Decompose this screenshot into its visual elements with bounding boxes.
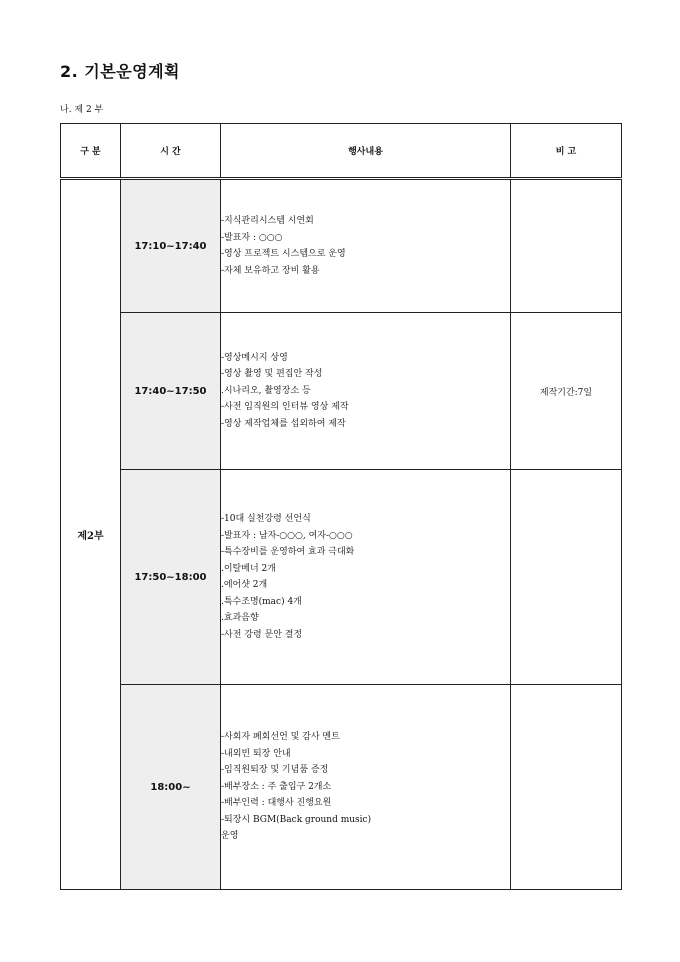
content-line: -내외빈 퇴장 안내 xyxy=(221,748,291,759)
note-cell xyxy=(511,685,622,890)
content-line: -배부인력 : 대행사 진행요원 xyxy=(221,798,332,809)
section-heading: 2. 기본운영계획 xyxy=(60,62,181,81)
header-note: 비 고 xyxy=(511,124,622,179)
content-line: -영상 촬영 및 편집안 작성 xyxy=(221,369,323,380)
content-line: 운영 xyxy=(221,831,239,842)
content-line: -특수장비를 운영하여 효과 극대화 xyxy=(221,547,355,557)
table-header-row xyxy=(61,124,622,179)
time-cell: 17:50~18:00 xyxy=(121,470,221,685)
time-cell: 18:00~ xyxy=(121,685,221,890)
table-row xyxy=(61,685,622,890)
content-line: -임직원퇴장 및 기념품 증정 xyxy=(221,765,329,776)
content-line: .시나리오, 촬영장소 등 xyxy=(221,385,311,396)
content-line: -자체 보유하고 장비 활용 xyxy=(221,265,320,276)
content-line: -발표자 : 남자-○○○, 여자-○○○ xyxy=(221,530,353,541)
content-cell xyxy=(221,685,511,890)
content-line: -퇴장시 BGM(Back ground music) xyxy=(221,814,372,825)
division-cell: 제2부 xyxy=(61,179,121,890)
content-line: -발표자 : ○○○ xyxy=(221,232,283,243)
content-line: -사전 임직원의 인터뷰 영상 제작 xyxy=(221,402,349,413)
content-line: -10대 실천강령 선언식 xyxy=(221,514,311,524)
content-cell xyxy=(221,179,511,313)
header-content: 행사내용 xyxy=(221,124,511,179)
content-line: -배부장소 : 주 출입구 2개소 xyxy=(221,781,332,792)
table-row xyxy=(61,313,622,470)
table-row xyxy=(61,470,622,685)
time-cell: 17:40~17:50 xyxy=(121,313,221,470)
content-cell xyxy=(221,470,511,685)
note-cell xyxy=(511,470,622,685)
content-line: -지식관리시스템 시연회 xyxy=(221,216,314,226)
table-row xyxy=(61,179,622,313)
program-table xyxy=(60,123,622,890)
content-line: .효과음향 xyxy=(221,613,259,623)
header-time: 시 간 xyxy=(121,124,221,179)
content-cell xyxy=(221,313,511,470)
header-division: 구 분 xyxy=(61,124,121,179)
content-line: -사회자 폐회선언 및 감사 멘트 xyxy=(221,732,340,743)
content-line: -영상 제작업체를 섭외하여 제작 xyxy=(221,418,346,429)
note-cell: 제작기간:7일 xyxy=(511,313,622,470)
content-line: .에어샷 2개 xyxy=(221,580,268,590)
note-cell xyxy=(511,179,622,313)
content-line: .특수조명(mac) 4개 xyxy=(221,596,302,607)
content-line: -영상 프로젝트 시스템으로 운영 xyxy=(221,249,346,259)
content-line: .이탈베너 2개 xyxy=(221,563,276,574)
time-cell: 17:10~17:40 xyxy=(121,179,221,313)
sub-section-label: 나. 제 2 부 xyxy=(60,105,104,115)
content-line: -영상메시지 상영 xyxy=(221,352,288,363)
content-line: -사전 강령 문안 결정 xyxy=(221,629,303,640)
